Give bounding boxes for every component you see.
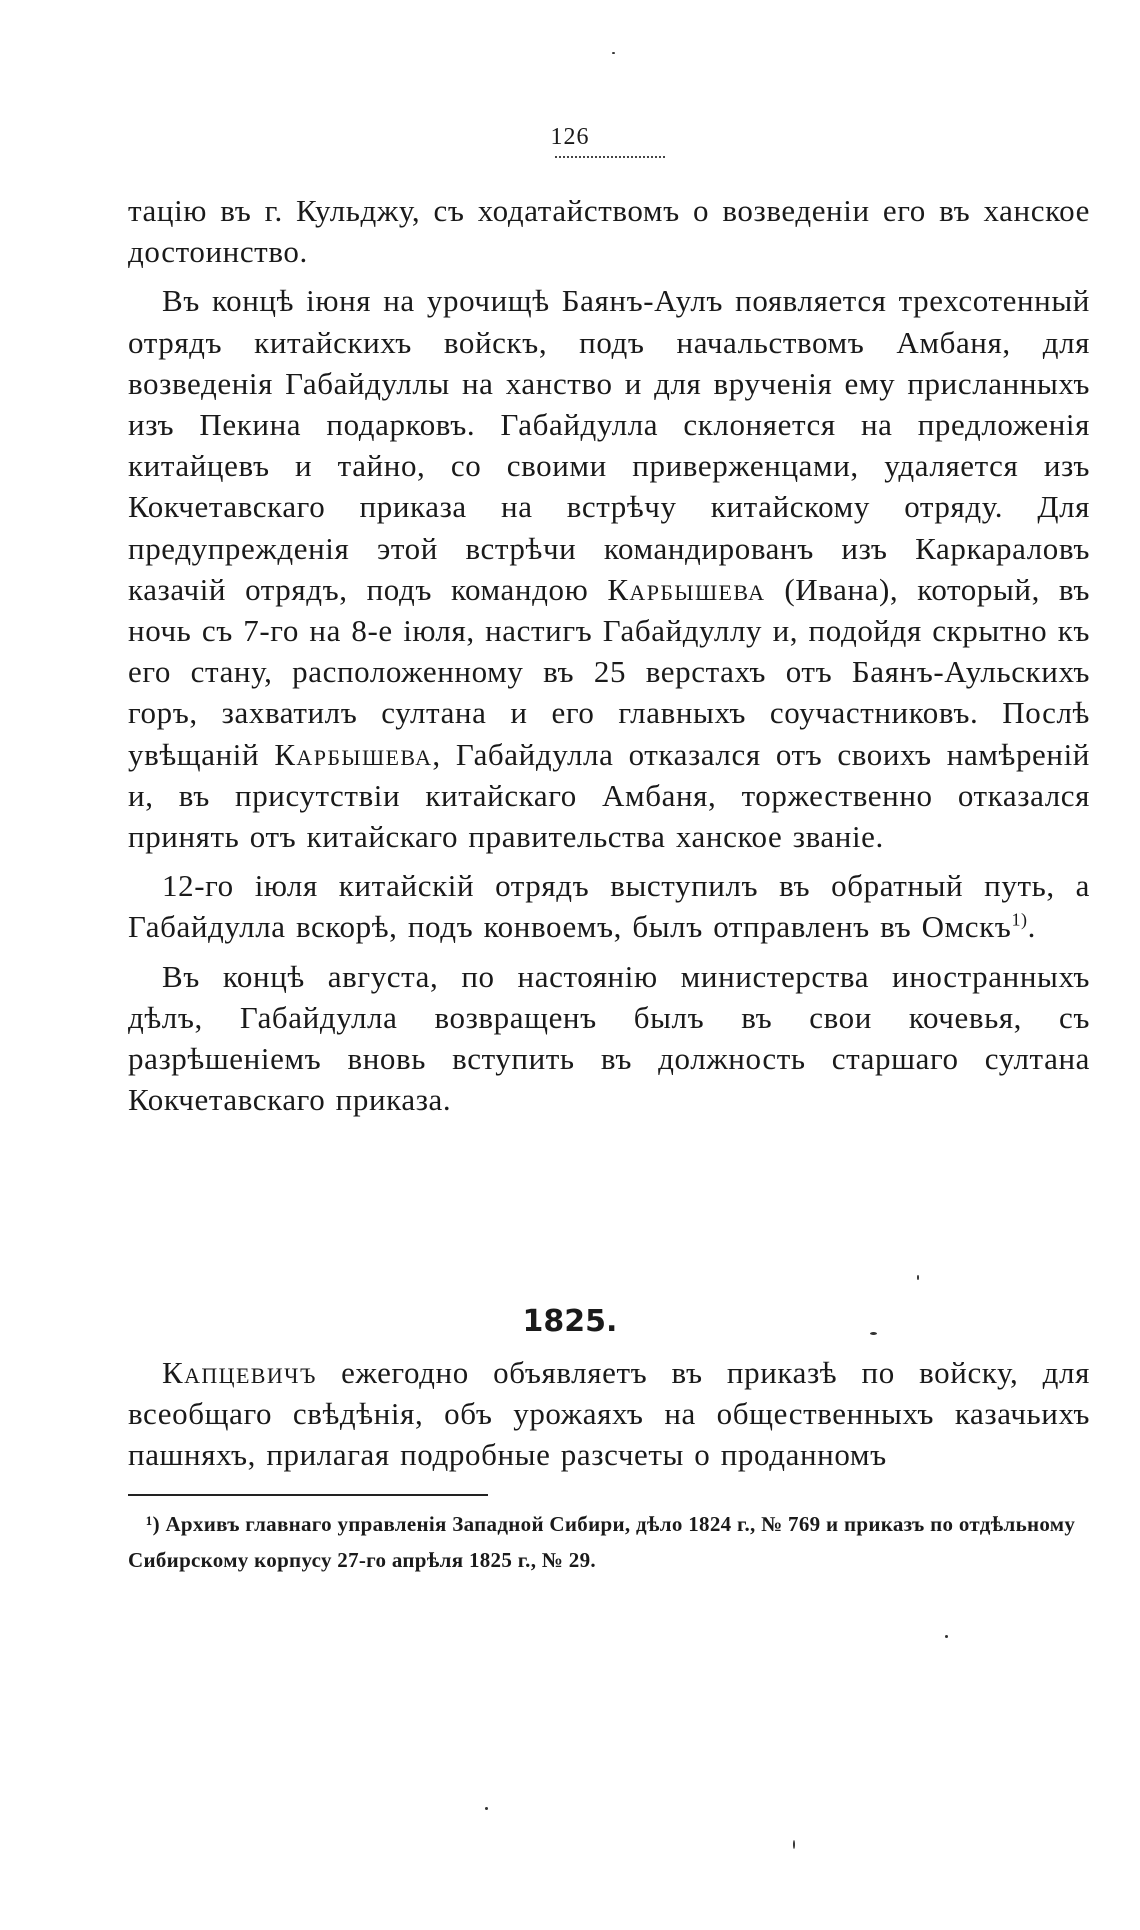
section-heading-year: 1825. [522, 1304, 618, 1339]
person-name: Капцевичъ [162, 1355, 317, 1390]
main-text-block [128, 190, 1090, 1128]
print-speck [870, 1332, 877, 1335]
page-number: 126 [550, 124, 590, 150]
footnotes [128, 1506, 1090, 1578]
paragraph-text: ежегодно объявляетъ въ приказѣ по войску, для всеобщаго свѣдѣнія, объ урожаяхъ на общественныхъ казачьихъ пашняхъ, прилагая подробные разсчеты о проданномъ [128, 1355, 1090, 1473]
print-speck [612, 52, 615, 54]
person-name: Карбышева [274, 736, 433, 772]
paragraph-text: . [1027, 909, 1036, 945]
print-speck [945, 1635, 948, 1638]
paragraph-text: 12-го іюля китайскій отрядъ выступилъ въ обратный путь, а Габайдулла вскорѣ, подъ конвоемъ, былъ отправленъ въ Омскъ [128, 868, 1090, 945]
paragraph-august: Въ концѣ августа, по настоянію министерства иностранныхъ дѣлъ, Габайдулла возвращенъ былъ въ свои кочевья, съ разрѣшеніемъ вновь вступить въ должность старшаго султана Кокчетавскаго приказа. [128, 958, 1090, 1118]
print-speck [793, 1840, 795, 1849]
footnote-1 [128, 1506, 1090, 1578]
page-number-underline [555, 156, 665, 158]
paragraph-chinese-detachment [128, 865, 1090, 947]
footnote-reference: 1) [1011, 910, 1028, 931]
print-speck [485, 1807, 488, 1810]
paragraph-continuation: тацію въ г. Кульджу, съ ходатайствомъ о возведеніи его въ ханское достоинство. [128, 193, 1090, 270]
paragraph-text: (Ивана), который, въ ночь съ 7-го на 8-е іюля, настигъ Габайдуллу и, подойдя скрытно къ его стану, расположенному въ 25 верстахъ отъ Баянъ-Аульскихъ горъ, захватилъ султана и его главныхъ соучастниковъ. Послѣ увѣщаній [128, 571, 1090, 772]
paragraph-gabaidulla-khan [128, 280, 1090, 857]
footnote-divider [128, 1494, 488, 1496]
footnote-text: Архивъ главнаго управленія Западной Сибири, дѣло 1824 г., № 769 и приказъ по отдѣльному Сибирскому корпусу 27-го апрѣля 1825 г., № 29. [128, 1512, 1076, 1572]
paragraph-text: , Габайдулла отказался отъ своихъ намѣреній и, въ присутствіи китайскаго Амбаня, торжественно отказался принять отъ китайскаго правительства ханское званіе. [128, 736, 1090, 855]
paragraph-kaptsevich [128, 1352, 1090, 1476]
print-speck [917, 1275, 919, 1280]
main-text-block-2 [128, 1352, 1090, 1484]
footnote-marker: ¹) [146, 1512, 160, 1536]
paragraph-text: Въ концѣ іюня на урочищѣ Баянъ-Аулъ появляется трехсотенный отрядъ китайскихъ войскъ, подъ начальствомъ Амбаня, для возведенія Габайдуллы на ханство и для врученія ему присланныхъ изъ Пекина подарковъ. Габайдулла склоняется на предложенія китайцевъ и тайно, со своими приверженцами, удаляется изъ Кокчетавскаго приказа на встрѣчу китайскому отряду. Для предупрежденія этой встрѣчи командированъ изъ Каркараловъ казачій отрядъ, подъ командою [128, 283, 1090, 607]
person-name: Карбышева [607, 571, 766, 607]
